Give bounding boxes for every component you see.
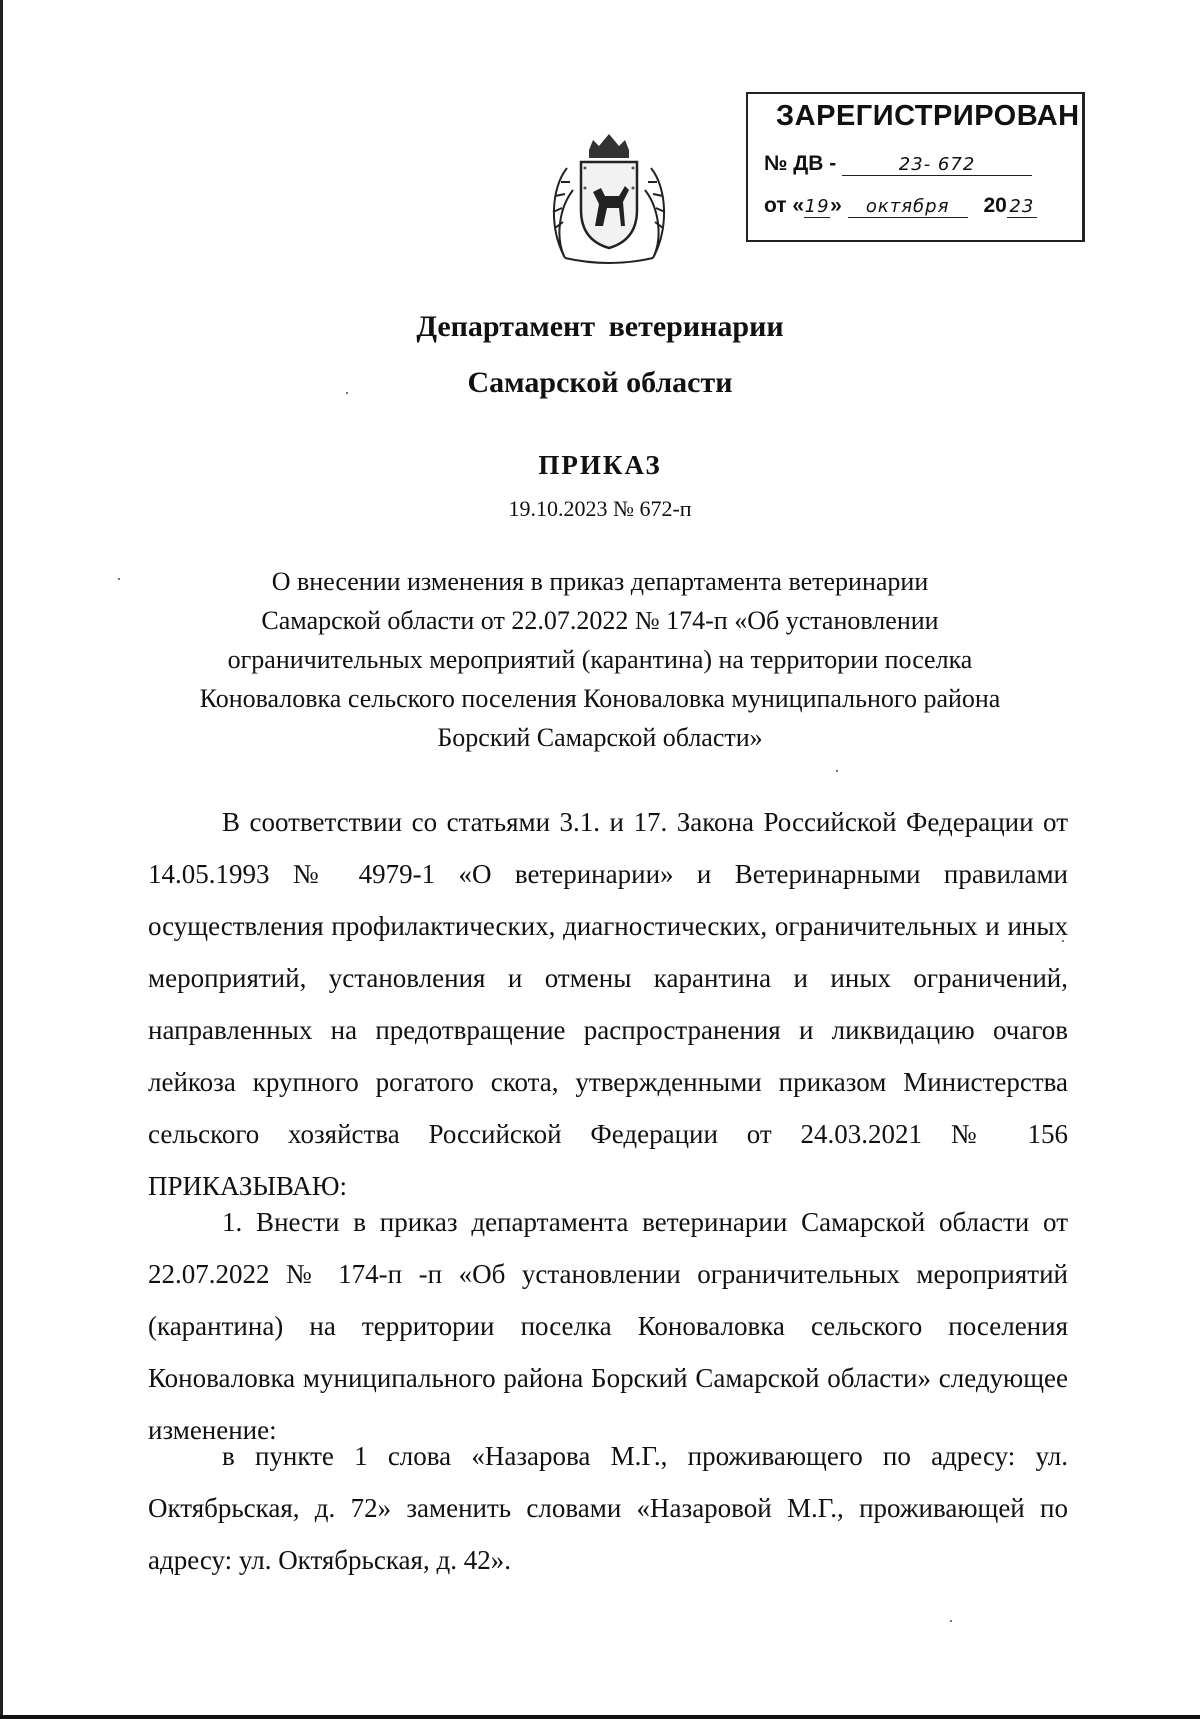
order-title: ПРИКАЗ	[538, 450, 662, 480]
department-name-line1: Департамент ветеринарии	[416, 310, 784, 343]
stamp-date-day: 19	[804, 196, 830, 217]
item1-change-paragraph-block	[148, 1430, 1068, 1586]
department-name-line2: Самарской области	[467, 366, 733, 399]
scan-speck	[950, 1620, 952, 1622]
order-subject	[150, 562, 1050, 757]
item1-paragraph-block	[148, 1196, 1068, 1456]
preamble-paragraph-block	[148, 796, 1068, 1212]
stamp-date-mid: »	[830, 194, 842, 217]
subject-line: Борский Самарской области»	[437, 723, 763, 752]
stamp-date-line	[764, 194, 1037, 218]
stamp-number-value: 23- 672	[842, 154, 1032, 176]
preamble-paragraph: В соответствии со статьями 3.1. и 17. Закона Российской Федерации от 14.05.1993 № 4979-1 «О ветеринарии» и Ветеринарными правилами осуществления профилактических, диагностических, ограничительных и иных мероприятий, установления и отмены карантина и иных ограничений, направленных на предотвращение распространения и ликвидацию очагов лейкоза крупного рогатого скота, утвержденными приказом Министерства сельского хозяйства Российской Федерации от 24.03.2021 № 156 ПРИКАЗЫВАЮ:	[148, 807, 1068, 1201]
registration-stamp	[746, 92, 1085, 242]
scan-speck	[836, 770, 838, 772]
order-date-number: 19.10.2023 № 672-п	[508, 496, 692, 521]
scan-speck	[118, 578, 120, 580]
stamp-year-prefix: 20	[983, 194, 1007, 217]
scan-edge-left	[0, 0, 3, 1719]
stamp-title: ЗАРЕГИСТРИРОВАН	[776, 100, 1080, 132]
item1-change-paragraph: в пункте 1 слова «Назарова М.Г., проживающего по адресу: ул. Октябрьская, д. 72» заменить словами «Назаровой М.Г., проживающей по адресу: ул. Октябрьская, д. 42».	[148, 1441, 1068, 1575]
stamp-year-suffix: 23	[1007, 196, 1037, 218]
subject-line: Самарской области от 22.07.2022 № 174-п «Об установлении	[261, 606, 939, 635]
stamp-number-line	[764, 152, 1032, 176]
stamp-date-month: октября	[848, 196, 968, 218]
subject-line: ограничительных мероприятий (карантина) на территории поселка	[227, 645, 973, 674]
scan-edge-bottom	[0, 1715, 1200, 1719]
stamp-date-prefix: от «	[764, 194, 805, 217]
coat-of-arms-emblem	[545, 128, 673, 266]
subject-line: О внесении изменения в приказ департамента ветеринарии	[271, 567, 929, 596]
item1-paragraph: 1. Внести в приказ департамента ветеринарии Самарской области от 22.07.2022 № 174-п -п «Об установлении ограничительных мероприятий (карантина) на территории поселка Коноваловка сельского поселения Коноваловка муниципального района Борский Самарской области» следующее изменение:	[148, 1207, 1068, 1445]
subject-line: Коноваловка сельского поселения Коноваловка муниципального района	[199, 684, 1001, 713]
stamp-number-label: № ДВ -	[764, 152, 837, 175]
